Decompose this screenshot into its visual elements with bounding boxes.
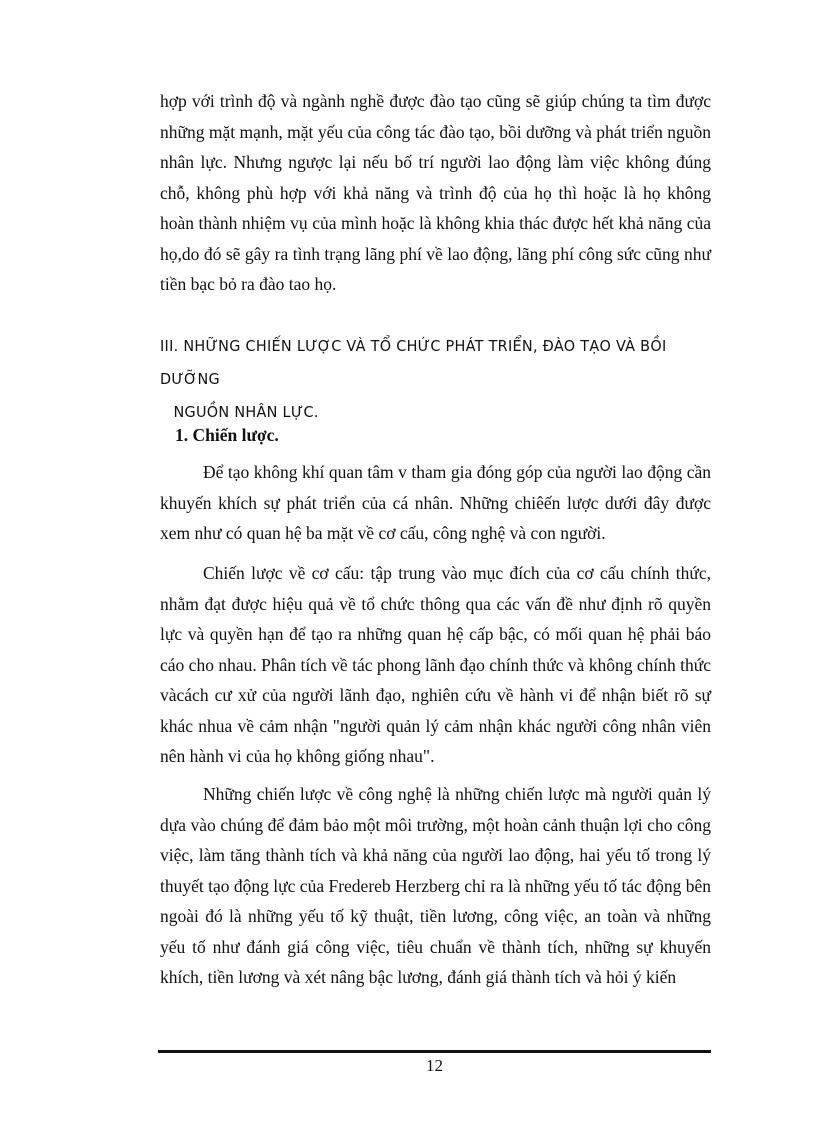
footer-divider xyxy=(158,1050,711,1053)
paragraph-structure-strategy: Chiến lược về cơ cấu: tập trung vào mục đích của cơ cấu chính thức, nhằm đạt được hiệu quả về tổ chức thông qua các vấn đề như định rõ quyền lực và quyền hạn để tạo ra những quan hệ cấp bậc, có mối quan hệ phải báo cáo cho nhau. Phân tích về tác phong lãnh đạo chính thức và không chính thức vàcách cư xử của người lãnh đạo, nghiên cứu về hành vi để nhận biết rõ sự khác nhua về cảm nhận "người quản lý cảm nhận khác người công nhân viên nên hành vi của họ không giống nhau". xyxy=(160,563,711,766)
paragraph-technology-strategy: Những chiến lược về công nghệ là những chiến lược mà người quản lý dựa vào chúng để đảm bảo một môi trường, một hoàn cảnh thuận lợi cho công việc, làm tăng thành tích và khả năng của người lao động, hai yếu tố trong lý thuyết tạo động lực của Fredereb Herzberg chỉ ra là những yếu tố tác động bên ngoài đó là những yếu tố kỹ thuật, tiền lương, công việc, an toàn và những yếu tố như đánh giá công việc, tiêu chuẩn về thành tích, những sự khuyến khích, tiền lương và xét nâng bậc lương, đánh giá thành tích và hỏi ý kiến xyxy=(160,784,711,987)
section-heading-line1: III. NHỮNG CHIẾN LƯỢC VÀ TỔ CHỨC PHÁT TRIỂN, ĐÀO TẠO VÀ BỒI DƯỠNG xyxy=(160,337,667,388)
page-number: 12 xyxy=(426,1056,443,1075)
paragraph-strategy-intro: Để tạo không khí quan tâm v tham gia đóng góp của người lao động cần khuyến khích sự phát triển của cá nhân. Những chiêến lược dưới đây được xem như có quan hệ ba mặt về cơ cấu, công nghệ và con người. xyxy=(160,462,711,543)
subheading-strategy: 1. Chiến lược. xyxy=(175,425,279,445)
section-heading xyxy=(160,330,698,429)
paragraph-intro: hợp với trình độ và ngành nghề được đào tạo cũng sẽ giúp chúng ta tìm được những mặt mạnh, mặt yếu của công tác đào tạo, bồi dưỡng và phát triển nguồn nhân lực. Nhưng ngược lại nếu bố trí người lao động làm việc không đúng chỗ, không phù hợp với khả năng và trình độ của họ thì hoặc là họ không hoàn thành nhiệm vụ của mình hoặc là không khia thác được hết khả năng của họ,do đó sẽ gây ra tình trạng lãng phí về lao động, lãng phí công sức cũng như tiền bạc bỏ ra đào tao họ. xyxy=(160,91,711,294)
section-heading-line2: NGUỒN NHÂN LỰC. xyxy=(173,403,319,421)
